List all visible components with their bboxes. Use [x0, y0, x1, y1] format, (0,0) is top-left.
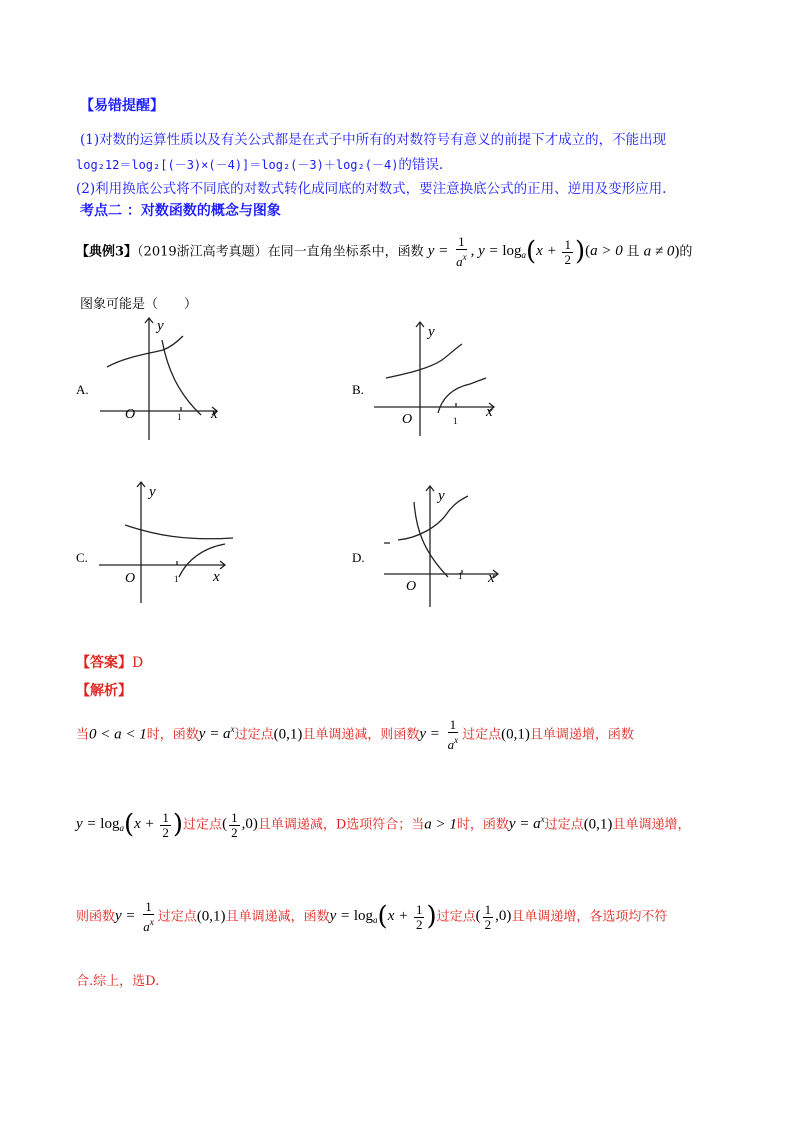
analysis-math: (0,1)	[501, 726, 530, 743]
analysis-math: $y = \log_a(x$ + $\frac{1}{2}$ )	[76, 809, 184, 840]
analysis-label: 【解析】	[76, 683, 132, 699]
answer-label: 【答案】	[76, 655, 132, 671]
example-condition: a ≠ 0)	[643, 243, 680, 260]
option-c-tick-label: 1	[174, 574, 179, 584]
option-d-label[interactable]: D.	[352, 550, 365, 565]
analysis-text: 且单调递增，各选项均不符	[511, 909, 668, 925]
analysis-text: 过定点	[234, 727, 274, 743]
example-suffix: 的	[679, 244, 693, 260]
analysis-math: y = $\frac{1}{a^x}$	[419, 717, 459, 752]
answer	[76, 652, 143, 672]
option-a-origin: O	[125, 407, 136, 422]
analysis-text: 则函数	[76, 909, 116, 925]
option-c-origin: O	[125, 571, 136, 586]
analysis-text: 时，函数	[456, 817, 509, 833]
tips-line-1: (1)对数的运算性质以及有关公式都是在式子中所有的对数符号有意义的前提下才成立的，不能出现	[80, 132, 667, 148]
example-formula: y = $\frac{1}{a^x}$ , $y = \log_a(x$ + $\frac{1}{2}$ )(a > 0	[427, 234, 627, 269]
analysis-text: 当	[76, 727, 90, 743]
option-c-graph[interactable]	[95, 478, 245, 608]
analysis-math: (0,1)	[273, 726, 303, 743]
analysis-text: 过定点	[462, 727, 502, 743]
example-condition-mid: 且	[626, 244, 640, 260]
option-d-graph[interactable]	[378, 482, 508, 612]
option-a-x-label: x	[211, 406, 218, 422]
option-b-x-label: x	[486, 404, 493, 420]
analysis-text: 且单调递增，	[612, 817, 691, 833]
example-question-line-2: 图象可能是（ ）	[80, 297, 198, 312]
analysis-math: a > 1	[424, 816, 457, 833]
analysis-math: $y = \log_a(x$ + $\frac{1}{2}$ )	[329, 901, 437, 932]
tips-line-2	[76, 153, 443, 173]
analysis-text: 且单调递减，则函数	[302, 727, 420, 743]
analysis-text: 且单调递减，函数	[225, 909, 330, 925]
analysis-text: 且单调递减，D选项符合；当	[257, 817, 425, 833]
option-b-tick-label: 1	[453, 416, 458, 426]
analysis-math: 0 < a < 1	[89, 726, 147, 743]
analysis-text: 过定点	[544, 817, 584, 833]
option-a-y-label: y	[157, 318, 164, 334]
option-d-tick-label: 1	[458, 571, 463, 581]
analysis-math: y = $\frac{1}{a^x}$	[115, 899, 154, 934]
option-d-x-label: x	[488, 570, 495, 586]
tips-formula: log₂12＝log₂[(－3)×(－4)]＝log₂(－3)＋log₂(－4)	[76, 158, 399, 172]
tips-line-3: (2)利用换底公式将不同底的对数式转化成同底的对数式，要注意换底公式的正用、逆用及变形应用.	[76, 181, 667, 197]
analysis-text: 且单调递增，函数	[529, 727, 634, 743]
option-c-y-label: y	[149, 484, 156, 500]
option-a-curve-1	[107, 336, 183, 367]
option-b-curve-2	[438, 378, 486, 413]
option-b-origin: O	[402, 412, 413, 427]
analysis-text: 过定点	[183, 817, 223, 833]
option-c-label[interactable]: C.	[76, 550, 88, 565]
option-d-origin: O	[406, 579, 417, 594]
analysis-text: 过定点	[436, 909, 476, 925]
example-source: （2019浙江高考真题）在同一直角坐标系中，函数	[137, 244, 424, 260]
example-question	[76, 235, 692, 269]
option-b-y-label: y	[428, 324, 435, 340]
analysis-math: (0,1)	[583, 816, 613, 833]
analysis-line-4: 合.综上，选D.	[76, 974, 160, 989]
tips-line-2-suffix: 的错误.	[398, 157, 444, 173]
analysis-text: 时，函数	[146, 727, 199, 743]
option-a-tick-label: 1	[177, 412, 182, 422]
analysis-line-2	[76, 810, 690, 840]
tips-heading: 【易错提醒】	[80, 98, 164, 114]
analysis-line-1	[76, 718, 634, 752]
option-b-graph[interactable]	[370, 318, 500, 448]
analysis-math: ( $\frac{1}{2}$ ,0)	[475, 901, 512, 932]
option-a-graph[interactable]	[95, 312, 235, 442]
option-b-curve-1	[386, 344, 462, 378]
option-b-label[interactable]: B.	[352, 382, 364, 397]
option-d-curve-1	[398, 496, 468, 540]
option-a-label[interactable]: A.	[76, 382, 89, 397]
analysis-text: 过定点	[157, 909, 197, 925]
example-label: 【典例3】	[76, 244, 138, 260]
section-title: 考点二 ：对数函数的概念与图象	[80, 203, 281, 219]
analysis-line-3	[76, 900, 667, 934]
analysis-math: ( $\frac{1}{2}$ ,0)	[222, 809, 258, 840]
analysis-math: (0,1)	[196, 908, 226, 925]
option-a-curve-2	[162, 340, 201, 415]
option-c-x-label: x	[213, 569, 220, 585]
option-d-curve-2	[414, 502, 448, 577]
analysis-math: $y = a^x$	[198, 724, 235, 743]
answer-value: D	[132, 655, 144, 671]
option-d-y-label: y	[438, 488, 445, 504]
analysis-math: $y = a^x$	[508, 814, 545, 833]
